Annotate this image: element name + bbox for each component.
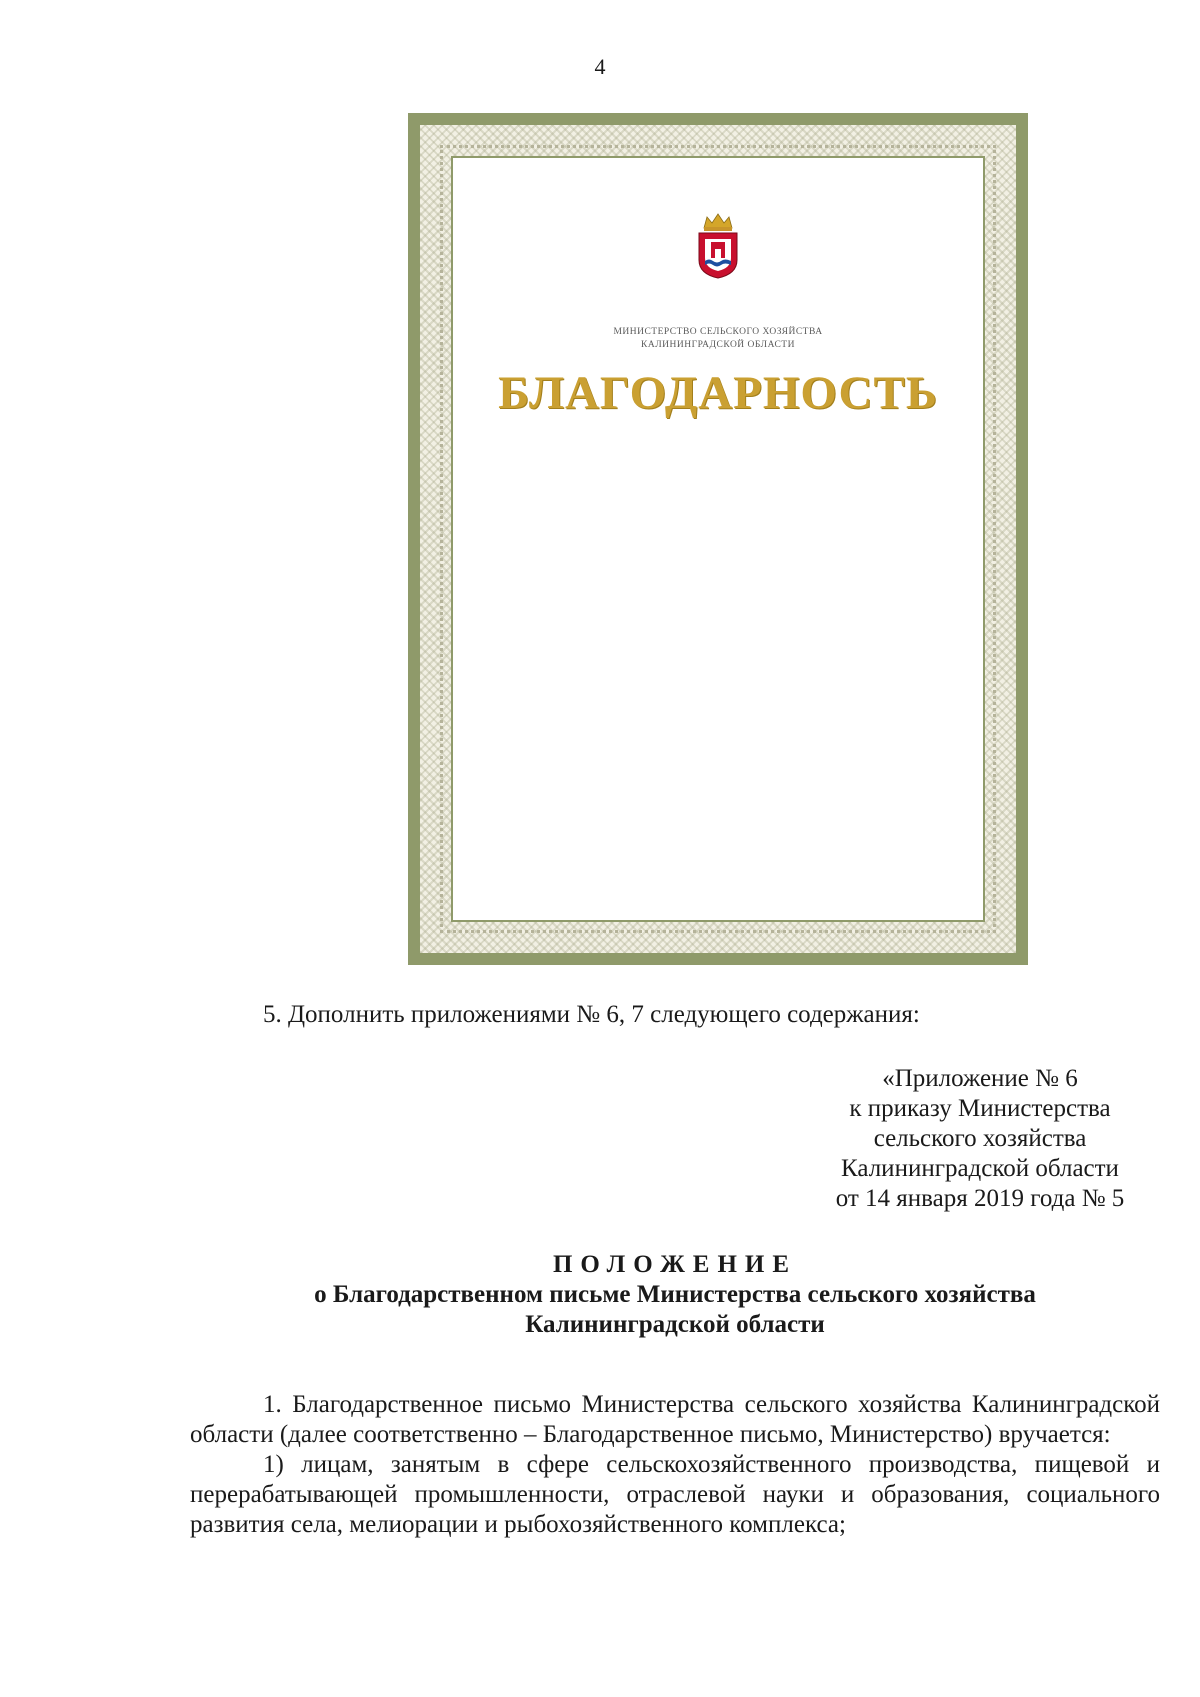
certificate-ministry-name bbox=[453, 326, 983, 352]
appendix-line-3: сельского хозяйства bbox=[873, 1125, 1087, 1152]
intro-line: 5. Дополнить приложениями № 6, 7 следующего содержания: bbox=[263, 1001, 920, 1028]
certificate-image bbox=[408, 113, 1028, 965]
page-number: 4 bbox=[594, 54, 606, 79]
paragraph-1-item-1: 1) лицам, занятым в сфере сельскохозяйственного производства, пищевой и перерабатывающей промышленности, отраслевой науки и образования, социального развития села, мелиорации и рыбохозяйственного комплекса; bbox=[190, 1451, 1160, 1538]
heading-subtitle-line-2: Калининградской области bbox=[525, 1311, 825, 1338]
heading-subtitle-line-1: о Благодарственном письме Министерства сельского хозяйства bbox=[314, 1281, 1036, 1308]
certificate-lace-border bbox=[440, 145, 996, 933]
paragraph-1: 1. Благодарственное письмо Министерства сельского хозяйства Калининградской области (далее соответственно – Благодарственное письмо, Министерство) вручается: bbox=[190, 1391, 1160, 1448]
appendix-line-4: Калининградской области bbox=[841, 1155, 1119, 1182]
appendix-line-2: к приказу Министерства bbox=[849, 1095, 1111, 1122]
certificate-ministry-line-2: КАЛИНИНГРАДСКОЙ ОБЛАСТИ bbox=[641, 340, 795, 350]
certificate-ornament-band bbox=[420, 125, 1016, 953]
certificate-ministry-line-1: МИНИСТЕРСТВО СЕЛЬСКОГО ХОЗЯЙСТВА bbox=[613, 327, 823, 337]
certificate-inner-panel bbox=[451, 156, 985, 922]
appendix-block bbox=[820, 1064, 1140, 1214]
appendix-line-1: «Приложение № 6 bbox=[882, 1065, 1078, 1092]
certificate-title: БЛАГОДАРНОСТЬ bbox=[498, 367, 938, 419]
appendix-line-5: от 14 января 2019 года № 5 bbox=[835, 1185, 1125, 1212]
body-text bbox=[190, 1390, 1160, 1540]
kaliningrad-coat-of-arms-icon bbox=[695, 212, 741, 280]
document-heading bbox=[190, 1250, 1160, 1340]
heading-title: ПОЛОЖЕНИЕ bbox=[552, 1251, 798, 1278]
